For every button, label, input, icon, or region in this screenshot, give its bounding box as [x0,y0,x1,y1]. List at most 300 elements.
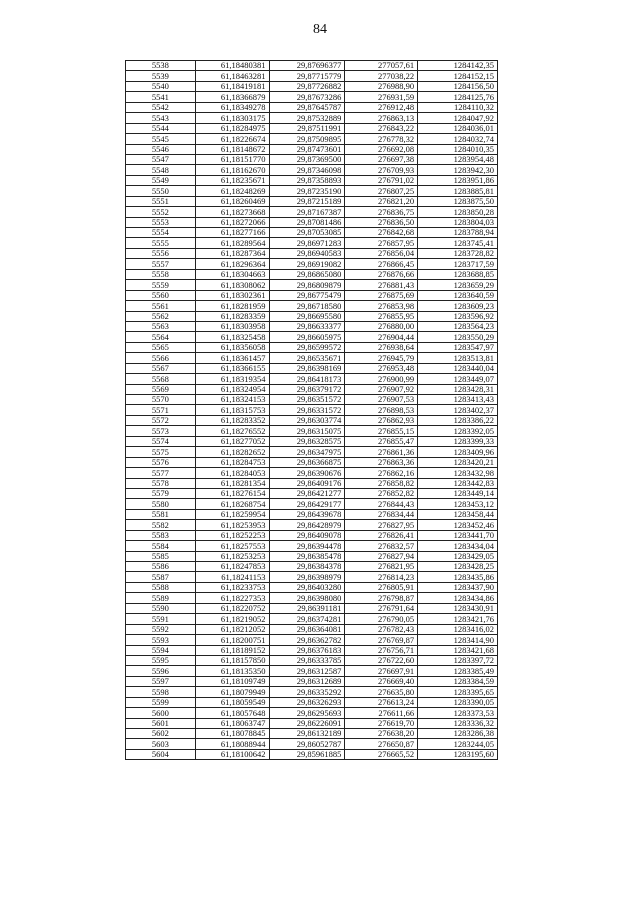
point-number-cell: 5603 [126,739,196,749]
y-coordinate-cell: 1284010,35 [418,144,498,154]
table-row [126,81,498,91]
x-coordinate-cell: 276638,20 [345,729,418,739]
point-number-cell: 5586 [126,562,196,572]
latitude-cell: 61,18260469 [195,196,269,206]
point-number-cell: 5567 [126,363,196,373]
x-coordinate-cell: 276821,20 [345,196,418,206]
point-number-cell: 5584 [126,541,196,551]
table-row [126,676,498,686]
point-number-cell: 5592 [126,624,196,634]
x-coordinate-cell: 276907,92 [345,384,418,394]
table-row [126,374,498,384]
y-coordinate-cell: 1283386,22 [418,415,498,425]
x-coordinate-cell: 276852,82 [345,488,418,498]
longitude-cell: 29,86328575 [269,436,345,446]
y-coordinate-cell: 1283564,23 [418,321,498,331]
point-number-cell: 5585 [126,551,196,561]
table-row [126,426,498,436]
point-number-cell: 5574 [126,436,196,446]
point-number-cell: 5595 [126,655,196,665]
x-coordinate-cell: 277038,22 [345,71,418,81]
x-coordinate-cell: 276855,47 [345,436,418,446]
latitude-cell: 61,18257553 [195,541,269,551]
table-row [126,447,498,457]
longitude-cell: 29,86315075 [269,426,345,436]
table-row [126,666,498,676]
x-coordinate-cell: 276988,90 [345,81,418,91]
table-row [126,687,498,697]
longitude-cell: 29,86409078 [269,530,345,540]
y-coordinate-cell: 1283788,94 [418,228,498,238]
latitude-cell: 61,18253953 [195,520,269,530]
x-coordinate-cell: 276904,44 [345,332,418,342]
point-number-cell: 5604 [126,749,196,759]
latitude-cell: 61,18100642 [195,749,269,759]
point-number-cell: 5569 [126,384,196,394]
coordinates-table [125,60,498,760]
point-number-cell: 5561 [126,301,196,311]
longitude-cell: 29,87532889 [269,113,345,123]
y-coordinate-cell: 1284152,15 [418,71,498,81]
x-coordinate-cell: 276611,66 [345,708,418,718]
latitude-cell: 61,18157850 [195,655,269,665]
latitude-cell: 61,18302361 [195,290,269,300]
point-number-cell: 5556 [126,248,196,258]
y-coordinate-cell: 1283195,60 [418,749,498,759]
x-coordinate-cell: 276692,08 [345,144,418,154]
point-number-cell: 5550 [126,186,196,196]
latitude-cell: 61,18220752 [195,603,269,613]
longitude-cell: 29,87358893 [269,175,345,185]
y-coordinate-cell: 1284110,32 [418,102,498,112]
latitude-cell: 61,18273668 [195,207,269,217]
point-number-cell: 5579 [126,488,196,498]
point-number-cell: 5583 [126,530,196,540]
x-coordinate-cell: 276791,02 [345,175,418,185]
longitude-cell: 29,86633377 [269,321,345,331]
y-coordinate-cell: 1284156,50 [418,81,498,91]
longitude-cell: 29,86418173 [269,374,345,384]
y-coordinate-cell: 1283609,23 [418,301,498,311]
table-row [126,572,498,582]
longitude-cell: 29,87673286 [269,92,345,102]
y-coordinate-cell: 1283745,41 [418,238,498,248]
longitude-cell: 29,86718580 [269,301,345,311]
x-coordinate-cell: 276709,93 [345,165,418,175]
table-row [126,353,498,363]
longitude-cell: 29,86394478 [269,541,345,551]
latitude-cell: 61,18277052 [195,436,269,446]
latitude-cell: 61,18361457 [195,353,269,363]
point-number-cell: 5542 [126,102,196,112]
x-coordinate-cell: 276862,16 [345,468,418,478]
x-coordinate-cell: 276697,38 [345,154,418,164]
x-coordinate-cell: 276635,80 [345,687,418,697]
table-row [126,749,498,759]
table-row [126,342,498,352]
y-coordinate-cell: 1283428,25 [418,562,498,572]
y-coordinate-cell: 1283429,05 [418,551,498,561]
table-row [126,551,498,561]
table-row [126,457,498,467]
point-number-cell: 5541 [126,92,196,102]
point-number-cell: 5551 [126,196,196,206]
longitude-cell: 29,86331572 [269,405,345,415]
longitude-cell: 29,87511991 [269,123,345,133]
table-row [126,582,498,592]
x-coordinate-cell: 276826,41 [345,530,418,540]
table-row [126,635,498,645]
point-number-cell: 5598 [126,687,196,697]
point-number-cell: 5547 [126,154,196,164]
table-row [126,61,498,71]
point-number-cell: 5558 [126,269,196,279]
longitude-cell: 29,86605975 [269,332,345,342]
x-coordinate-cell: 276832,57 [345,541,418,551]
table-row [126,165,498,175]
table-row [126,71,498,81]
y-coordinate-cell: 1283442,83 [418,478,498,488]
longitude-cell: 29,86439678 [269,509,345,519]
coordinates-table-body [126,61,498,760]
x-coordinate-cell: 276821,95 [345,562,418,572]
y-coordinate-cell: 1283717,59 [418,259,498,269]
table-row [126,405,498,415]
y-coordinate-cell: 1283414,90 [418,635,498,645]
latitude-cell: 61,18268754 [195,499,269,509]
y-coordinate-cell: 1283850,28 [418,207,498,217]
longitude-cell: 29,86303774 [269,415,345,425]
point-number-cell: 5549 [126,175,196,185]
point-number-cell: 5538 [126,61,196,71]
x-coordinate-cell: 276938,64 [345,342,418,352]
x-coordinate-cell: 276900,99 [345,374,418,384]
y-coordinate-cell: 1283951,86 [418,175,498,185]
latitude-cell: 61,18319354 [195,374,269,384]
latitude-cell: 61,18289564 [195,238,269,248]
point-number-cell: 5557 [126,259,196,269]
y-coordinate-cell: 1283432,98 [418,468,498,478]
table-row [126,718,498,728]
point-number-cell: 5573 [126,426,196,436]
table-row [126,123,498,133]
y-coordinate-cell: 1283434,86 [418,593,498,603]
point-number-cell: 5544 [126,123,196,133]
point-number-cell: 5594 [126,645,196,655]
latitude-cell: 61,18148672 [195,144,269,154]
longitude-cell: 29,86391181 [269,603,345,613]
point-number-cell: 5588 [126,582,196,592]
latitude-cell: 61,18304663 [195,269,269,279]
table-row [126,468,498,478]
latitude-cell: 61,18088944 [195,739,269,749]
page-number: 84 [313,22,327,37]
x-coordinate-cell: 276862,93 [345,415,418,425]
x-coordinate-cell: 276880,00 [345,321,418,331]
x-coordinate-cell: 276836,50 [345,217,418,227]
y-coordinate-cell: 1283384,59 [418,676,498,686]
table-row [126,228,498,238]
latitude-cell: 61,18135350 [195,666,269,676]
table-row [126,207,498,217]
y-coordinate-cell: 1283421,68 [418,645,498,655]
latitude-cell: 61,18057648 [195,708,269,718]
latitude-cell: 61,18284053 [195,468,269,478]
x-coordinate-cell: 276836,75 [345,207,418,217]
point-number-cell: 5597 [126,676,196,686]
longitude-cell: 29,87053085 [269,228,345,238]
point-number-cell: 5563 [126,321,196,331]
x-coordinate-cell: 276827,95 [345,520,418,530]
x-coordinate-cell: 276866,45 [345,259,418,269]
table-row [126,134,498,144]
longitude-cell: 29,86940583 [269,248,345,258]
x-coordinate-cell: 276665,52 [345,749,418,759]
table-row [126,175,498,185]
latitude-cell: 61,18303175 [195,113,269,123]
point-number-cell: 5578 [126,478,196,488]
latitude-cell: 61,18259954 [195,509,269,519]
y-coordinate-cell: 1283440,04 [418,363,498,373]
y-coordinate-cell: 1283392,05 [418,426,498,436]
latitude-cell: 61,18277166 [195,228,269,238]
y-coordinate-cell: 1283640,59 [418,290,498,300]
longitude-cell: 29,87473601 [269,144,345,154]
longitude-cell: 29,87509895 [269,134,345,144]
longitude-cell: 29,86403280 [269,582,345,592]
latitude-cell: 61,18366155 [195,363,269,373]
y-coordinate-cell: 1283513,81 [418,353,498,363]
longitude-cell: 29,86052787 [269,739,345,749]
latitude-cell: 61,18233753 [195,582,269,592]
y-coordinate-cell: 1283885,81 [418,186,498,196]
longitude-cell: 29,87645787 [269,102,345,112]
table-row [126,290,498,300]
y-coordinate-cell: 1283428,31 [418,384,498,394]
y-coordinate-cell: 1283550,29 [418,332,498,342]
y-coordinate-cell: 1283954,48 [418,154,498,164]
y-coordinate-cell: 1283449,07 [418,374,498,384]
x-coordinate-cell: 276834,44 [345,509,418,519]
x-coordinate-cell: 276863,36 [345,457,418,467]
x-coordinate-cell: 276791,64 [345,603,418,613]
x-coordinate-cell: 276613,24 [345,697,418,707]
x-coordinate-cell: 276861,36 [345,447,418,457]
latitude-cell: 61,18281959 [195,301,269,311]
table-row [126,593,498,603]
y-coordinate-cell: 1283395,65 [418,687,498,697]
longitude-cell: 29,86775479 [269,290,345,300]
latitude-cell: 61,18151770 [195,154,269,164]
table-row [126,321,498,331]
point-number-cell: 5545 [126,134,196,144]
table-row [126,92,498,102]
longitude-cell: 29,86366875 [269,457,345,467]
y-coordinate-cell: 1283441,70 [418,530,498,540]
table-row [126,436,498,446]
latitude-cell: 61,18284753 [195,457,269,467]
latitude-cell: 61,18284975 [195,123,269,133]
latitude-cell: 61,18247853 [195,562,269,572]
latitude-cell: 61,18287364 [195,248,269,258]
y-coordinate-cell: 1283416,02 [418,624,498,634]
table-row [126,562,498,572]
table-row [126,259,498,269]
point-number-cell: 5559 [126,280,196,290]
x-coordinate-cell: 276855,95 [345,311,418,321]
point-number-cell: 5600 [126,708,196,718]
x-coordinate-cell: 276798,87 [345,593,418,603]
y-coordinate-cell: 1284032,74 [418,134,498,144]
point-number-cell: 5546 [126,144,196,154]
x-coordinate-cell: 276907,53 [345,395,418,405]
latitude-cell: 61,18282652 [195,447,269,457]
latitude-cell: 61,18308062 [195,280,269,290]
table-row [126,332,498,342]
latitude-cell: 61,18272066 [195,217,269,227]
point-number-cell: 5575 [126,447,196,457]
x-coordinate-cell: 276722,60 [345,655,418,665]
longitude-cell: 29,86362782 [269,635,345,645]
longitude-cell: 29,87696377 [269,61,345,71]
latitude-cell: 61,18325458 [195,332,269,342]
point-number-cell: 5571 [126,405,196,415]
y-coordinate-cell: 1284125,76 [418,92,498,102]
longitude-cell: 29,86312587 [269,666,345,676]
point-number-cell: 5560 [126,290,196,300]
longitude-cell: 29,86865080 [269,269,345,279]
longitude-cell: 29,86428979 [269,520,345,530]
y-coordinate-cell: 1283453,12 [418,499,498,509]
x-coordinate-cell: 276778,32 [345,134,418,144]
point-number-cell: 5554 [126,228,196,238]
table-row [126,603,498,613]
longitude-cell: 29,86376183 [269,645,345,655]
point-number-cell: 5540 [126,81,196,91]
x-coordinate-cell: 276844,43 [345,499,418,509]
table-row [126,311,498,321]
longitude-cell: 29,87715779 [269,71,345,81]
y-coordinate-cell: 1283449,14 [418,488,498,498]
longitude-cell: 29,86226091 [269,718,345,728]
latitude-cell: 61,18189152 [195,645,269,655]
point-number-cell: 5589 [126,593,196,603]
point-number-cell: 5582 [126,520,196,530]
y-coordinate-cell: 1283804,03 [418,217,498,227]
x-coordinate-cell: 276790,05 [345,614,418,624]
latitude-cell: 61,18253253 [195,551,269,561]
x-coordinate-cell: 276898,53 [345,405,418,415]
longitude-cell: 29,86333785 [269,655,345,665]
y-coordinate-cell: 1283286,38 [418,729,498,739]
table-row [126,144,498,154]
x-coordinate-cell: 276843,22 [345,123,418,133]
x-coordinate-cell: 276697,91 [345,666,418,676]
latitude-cell: 61,18079949 [195,687,269,697]
x-coordinate-cell: 276669,40 [345,676,418,686]
table-row [126,509,498,519]
x-coordinate-cell: 276875,69 [345,290,418,300]
table-row [126,520,498,530]
latitude-cell: 61,18235671 [195,175,269,185]
point-number-cell: 5591 [126,614,196,624]
y-coordinate-cell: 1283452,46 [418,520,498,530]
y-coordinate-cell: 1283942,30 [418,165,498,175]
point-number-cell: 5543 [126,113,196,123]
latitude-cell: 61,18283359 [195,311,269,321]
x-coordinate-cell: 276842,68 [345,228,418,238]
table-row [126,384,498,394]
y-coordinate-cell: 1283688,85 [418,269,498,279]
longitude-cell: 29,86535671 [269,353,345,363]
point-number-cell: 5539 [126,71,196,81]
latitude-cell: 61,18162670 [195,165,269,175]
x-coordinate-cell: 276782,43 [345,624,418,634]
y-coordinate-cell: 1283434,04 [418,541,498,551]
longitude-cell: 29,86599572 [269,342,345,352]
x-coordinate-cell: 276650,87 [345,739,418,749]
longitude-cell: 29,86312689 [269,676,345,686]
latitude-cell: 61,18303958 [195,321,269,331]
longitude-cell: 29,86398080 [269,593,345,603]
latitude-cell: 61,18366879 [195,92,269,102]
x-coordinate-cell: 276805,91 [345,582,418,592]
longitude-cell: 29,86351572 [269,395,345,405]
table-row [126,217,498,227]
table-row [126,301,498,311]
latitude-cell: 61,18219052 [195,614,269,624]
longitude-cell: 29,87167387 [269,207,345,217]
point-number-cell: 5576 [126,457,196,467]
longitude-cell: 29,87235190 [269,186,345,196]
table-row [126,280,498,290]
latitude-cell: 61,18296364 [195,259,269,269]
y-coordinate-cell: 1283409,96 [418,447,498,457]
longitude-cell: 29,86379172 [269,384,345,394]
y-coordinate-cell: 1283413,43 [418,395,498,405]
latitude-cell: 61,18226674 [195,134,269,144]
latitude-cell: 61,18480381 [195,61,269,71]
y-coordinate-cell: 1283421,76 [418,614,498,624]
point-number-cell: 5596 [126,666,196,676]
table-row [126,488,498,498]
longitude-cell: 29,86326293 [269,697,345,707]
latitude-cell: 61,18315753 [195,405,269,415]
x-coordinate-cell: 276945,79 [345,353,418,363]
latitude-cell: 61,18200751 [195,635,269,645]
x-coordinate-cell: 276881,43 [345,280,418,290]
longitude-cell: 29,86295693 [269,708,345,718]
point-number-cell: 5581 [126,509,196,519]
x-coordinate-cell: 276807,25 [345,186,418,196]
x-coordinate-cell: 276876,66 [345,269,418,279]
point-number-cell: 5566 [126,353,196,363]
table-row [126,415,498,425]
longitude-cell: 29,87726882 [269,81,345,91]
x-coordinate-cell: 276953,48 [345,363,418,373]
latitude-cell: 61,18349278 [195,102,269,112]
table-row [126,196,498,206]
point-number-cell: 5548 [126,165,196,175]
point-number-cell: 5601 [126,718,196,728]
latitude-cell: 61,18324153 [195,395,269,405]
x-coordinate-cell: 276912,48 [345,102,418,112]
y-coordinate-cell: 1283244,05 [418,739,498,749]
y-coordinate-cell: 1283435,86 [418,572,498,582]
latitude-cell: 61,18281354 [195,478,269,488]
latitude-cell: 61,18463281 [195,71,269,81]
point-number-cell: 5570 [126,395,196,405]
